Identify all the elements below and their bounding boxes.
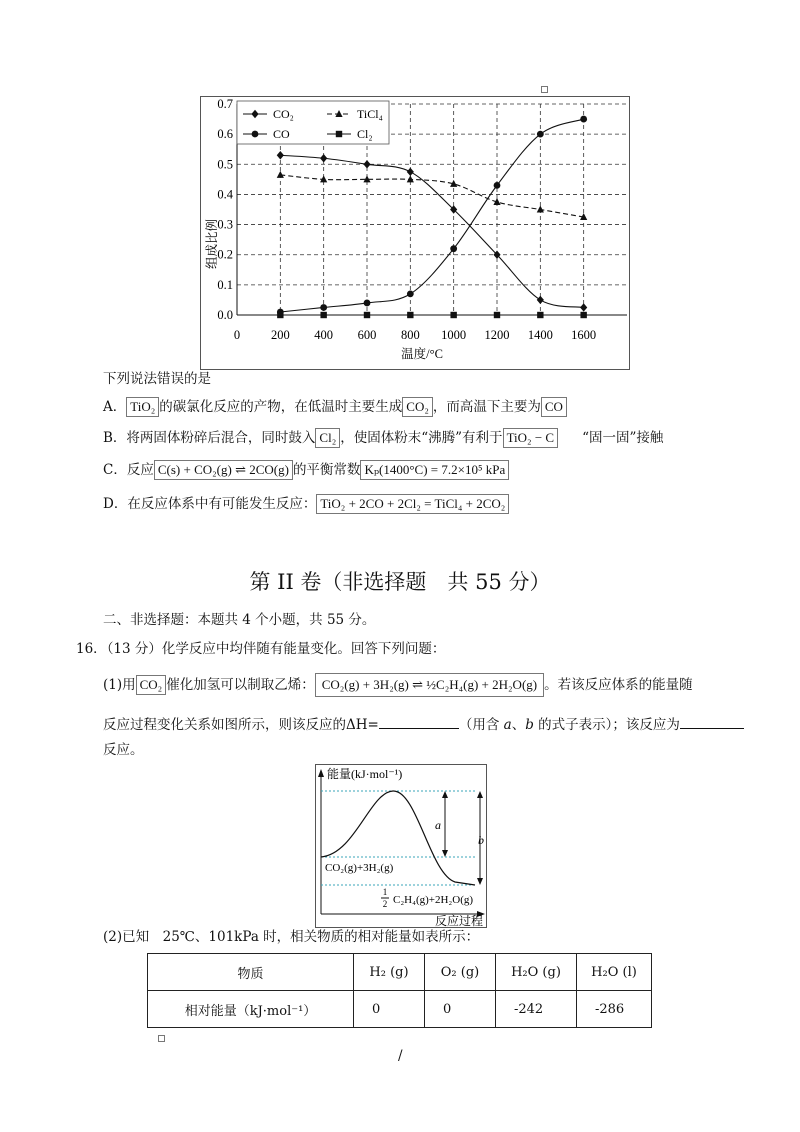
x-tick-label: 200 <box>270 328 290 342</box>
q15-stem: 下列说法错误的是 <box>103 371 211 387</box>
y-tick-label: 0.1 <box>217 277 233 292</box>
table-cell: -286 <box>577 991 652 1028</box>
text: ，使固体粉末“沸腾”有利于 <box>340 430 503 446</box>
data-point-square <box>450 312 456 318</box>
table-row <box>148 991 652 1028</box>
data-point-square <box>336 131 342 137</box>
y-axis-label: 组成比例 <box>205 218 219 270</box>
data-point-circle <box>364 300 371 307</box>
data-point-circle <box>252 131 259 138</box>
x-tick-label: 400 <box>314 328 334 342</box>
x-tick-label: 800 <box>400 328 420 342</box>
data-point-circle <box>450 245 457 252</box>
data-point-square <box>580 312 586 318</box>
formula-tio2: TiO₂ <box>126 397 159 417</box>
table-cell: 0 <box>425 991 496 1028</box>
data-point-square <box>277 312 283 318</box>
q15-option-a[interactable] <box>103 397 567 417</box>
data-point-square <box>364 312 370 318</box>
formula-ethylene-reaction: CO₂(g) + 3H₂(g) ⇌ ½C₂H₄(g) + 2H₂O(g) <box>315 673 544 697</box>
var-b: b <box>525 717 534 733</box>
legend-label: Cl₂ <box>357 127 373 141</box>
option-label: C． <box>103 462 127 478</box>
section-title: 第 II 卷（非选择题 共 55 分） <box>249 570 551 594</box>
x-tick-label: 1000 <box>441 328 467 342</box>
data-point-circle <box>537 131 544 138</box>
text: 、 <box>511 717 526 733</box>
x-axis-label: 温度/°C <box>401 347 443 361</box>
reaction-progress-label: 反应过程 <box>434 914 483 928</box>
y-tick-label: 0.5 <box>217 157 233 172</box>
table-header-cell: H₂O (l) <box>577 954 652 991</box>
q16-part1-line2 <box>103 714 744 735</box>
question-number: 16． <box>76 641 107 657</box>
formula-cl2: Cl₂ <box>315 428 340 448</box>
reactants-label: CO₂(g)+3H₂(g) <box>325 862 394 874</box>
x-tick-label: 1600 <box>571 328 597 342</box>
text: 。若该反应体系的能量随 <box>544 677 693 693</box>
q16-part1-line1 <box>103 673 693 697</box>
products-label: C₂H₄(g)+2H₂O(g) <box>393 894 474 906</box>
table-header-cell: O₂ (g) <box>425 954 496 991</box>
half-numerator: 1 <box>382 887 388 897</box>
answer-blank-dh[interactable] <box>379 714 459 729</box>
formula-co2: CO₂ <box>402 397 433 417</box>
y-tick-label: 0.2 <box>217 247 233 262</box>
table-row <box>148 954 652 991</box>
x-tick-label: 1200 <box>484 328 510 342</box>
text: （用含 <box>458 717 500 733</box>
y-tick-label: 0.0 <box>217 308 233 322</box>
table-header-cell: H₂ (g) <box>354 954 425 991</box>
formula-reaction: C(s) + CO₂(g) ⇌ 2CO(g) <box>154 460 293 480</box>
text: 反应 <box>126 462 154 478</box>
label-a: a <box>435 818 441 832</box>
energy-table <box>147 953 652 1028</box>
legend-label: CO₂ <box>273 107 294 121</box>
small-marker <box>158 1035 165 1042</box>
text: “固一固”接触 <box>582 430 664 446</box>
data-point-square <box>537 312 543 318</box>
data-point-circle <box>320 304 327 311</box>
section-intro: 二、非选择题：本题共 4 个小题，共 55 分。 <box>103 612 376 628</box>
data-point-circle <box>407 291 414 298</box>
energy-diagram <box>315 764 487 928</box>
q16-part1-line3: 反应。 <box>103 742 144 758</box>
data-point-circle <box>580 116 587 123</box>
formula-co2: CO₂ <box>136 675 167 695</box>
answer-blank-reaction-type[interactable] <box>680 714 744 729</box>
data-point-square <box>407 312 413 318</box>
text: 在反应体系中有可能发生反应： <box>127 496 317 512</box>
formula-reaction-d: TiO₂ + 2CO + 2Cl₂ = TiCl₄ + 2CO₂ <box>316 494 509 514</box>
table-header-cell: 物质 <box>148 954 354 991</box>
label-b: b <box>478 833 484 847</box>
formula-kp: Kₚ(1400°C) = 7.2×10⁵ kPa <box>360 460 509 480</box>
chart-legend <box>237 101 389 144</box>
table-cell: -242 <box>496 991 577 1028</box>
half-denominator: 2 <box>382 899 388 909</box>
text: 反应过程变化关系如图所示，则该反应的ΔH= <box>103 717 379 733</box>
x-tick-label: 0 <box>233 328 241 342</box>
question-text: （13 分）化学反应中均伴随有能量变化。回答下列问题： <box>106 641 446 657</box>
q16-stem <box>76 639 445 659</box>
q16-part2: (2)已知 25℃、101kPa 时，相关物质的相对能量如表所示： <box>103 929 480 945</box>
formula-co: CO <box>541 397 567 417</box>
text: 催化加氢可以制取乙烯： <box>166 677 315 693</box>
q15-option-d[interactable] <box>103 494 509 514</box>
data-point-square <box>320 312 326 318</box>
text: 将两固体粉碎后混合，同时鼓入 <box>126 430 316 446</box>
table-row-label: 相对能量（kJ·mol⁻¹） <box>148 991 354 1028</box>
table-header-cell: H₂O (g) <box>496 954 577 991</box>
formula-tio2-c: TiO₂ − C <box>503 428 559 448</box>
composition-temperature-chart <box>200 96 630 370</box>
q15-option-b[interactable] <box>103 428 663 448</box>
legend-label: TiCl₄ <box>357 107 383 121</box>
q15-option-c[interactable] <box>103 460 509 480</box>
energy-axis-label: 能量(kJ·mol⁻¹) <box>327 767 403 781</box>
option-label: B． <box>103 430 127 446</box>
data-point-circle <box>494 182 501 189</box>
var-a: a <box>503 717 512 733</box>
text: 的式子表示）；该反应为 <box>538 717 680 733</box>
table-cell: 0 <box>354 991 425 1028</box>
option-label: D． <box>103 496 128 512</box>
y-tick-label: 0.7 <box>217 97 233 111</box>
y-tick-label: 0.6 <box>217 127 233 142</box>
y-tick-label: 0.4 <box>217 187 233 202</box>
text: 的碳氯化反应的产物，在低温时主要生成 <box>159 399 403 415</box>
legend-label: CO <box>273 127 290 141</box>
text: ，而高温下主要为 <box>432 399 541 415</box>
y-tick-label: 0.3 <box>217 217 233 232</box>
data-point-square <box>494 312 500 318</box>
small-marker <box>541 86 548 93</box>
text: (1)用 <box>103 677 136 693</box>
text: 的平衡常数 <box>292 462 361 478</box>
x-tick-label: 1400 <box>527 328 553 342</box>
option-label: A． <box>103 399 127 415</box>
page-footer: / <box>398 1048 403 1064</box>
x-tick-label: 600 <box>357 328 377 342</box>
